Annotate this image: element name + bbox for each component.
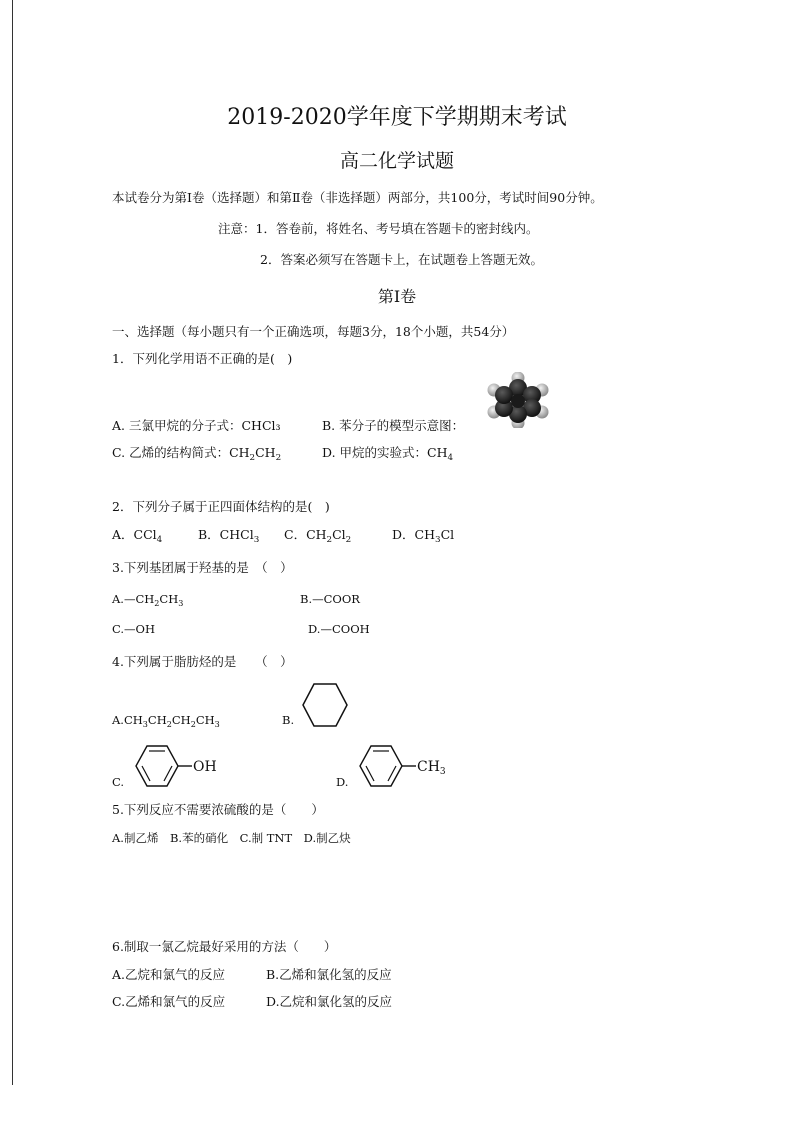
q1-option-a: A. 三氯甲烷的分子式：CHCl₃ bbox=[112, 418, 281, 433]
q6-option-d: D.乙烷和氯化氢的反应 bbox=[266, 994, 393, 1009]
exam-intro: 本试卷分为第Ⅰ卷（选择题）和第Ⅱ卷（非选择题）两部分，共100分，考试时间90分钟。 bbox=[112, 190, 603, 205]
exam-subtitle: 高二化学试题 bbox=[339, 150, 454, 172]
q3-option-b: B.—COOR bbox=[300, 592, 360, 606]
toluene-structure bbox=[354, 744, 454, 790]
q2-option-a: A．CCl$_4$ bbox=[112, 527, 163, 545]
q1-option-c: C. 乙烯的结构简式：$CH_2CH_2$ bbox=[112, 445, 282, 463]
q4-option-a: $A.CH_3CH_2CH_2CH_3$ bbox=[112, 713, 220, 729]
cyclohexane-structure bbox=[300, 682, 350, 728]
q4-option-d-label: D. bbox=[336, 775, 349, 789]
phenol-oh-label: OH bbox=[193, 759, 217, 775]
q3-option-c: C.—OH bbox=[112, 622, 156, 636]
benzene-space-filling-model bbox=[484, 372, 552, 428]
q4-option-b-label: B. bbox=[282, 713, 295, 727]
q3-option-a: $A.—CH_2CH_3$ bbox=[112, 592, 184, 608]
q5-options: A.制乙烯 B.苯的硝化 C.制 TNT D.制乙炔 bbox=[112, 831, 351, 845]
note-2: 2．答案必须写在答题卡上，在试题卷上答题无效。 bbox=[260, 252, 543, 267]
section-title: 第Ⅰ卷 bbox=[377, 287, 417, 306]
q5-stem: 5.下列反应不需要浓硫酸的是（ ） bbox=[112, 802, 324, 817]
q2-stem: 2．下列分子属于正四面体结构的是( ) bbox=[112, 499, 330, 514]
phenol-structure bbox=[130, 744, 225, 790]
q1-option-b: B. 苯分子的模型示意图： bbox=[322, 418, 465, 433]
q1-option-d: D. 甲烷的实验式：$CH_4$ bbox=[322, 445, 454, 463]
q4-stem: 4.下列属于脂肪烃的是 （ ） bbox=[112, 654, 293, 669]
q2-option-d: D．$CH_3Cl$ bbox=[392, 527, 455, 545]
q2-option-b: B．CHCl$_3$ bbox=[198, 527, 260, 545]
q6-option-c: C.乙烯和氯气的反应 bbox=[112, 994, 226, 1009]
section-instruction: 一、选择题（每小题只有一个正确选项，每题3分，18个小题，共54分） bbox=[112, 324, 515, 339]
exam-title: 2019-2020学年度下学期期末考试 bbox=[227, 105, 567, 130]
q6-option-b: B.乙烯和氯化氢的反应 bbox=[266, 967, 392, 982]
q1-stem: 1．下列化学用语不正确的是( ) bbox=[112, 351, 293, 366]
q6-stem: 6.制取一氯乙烷最好采用的方法（ ） bbox=[112, 939, 337, 954]
q3-option-d: D.—COOH bbox=[308, 622, 370, 636]
q4-option-c-label: C. bbox=[112, 775, 125, 789]
q6-option-a: A.乙烷和氯气的反应 bbox=[112, 967, 226, 982]
note-1: 注意：1．答卷前，将姓名、考号填在答题卡的密封线内。 bbox=[218, 221, 539, 236]
q2-option-c: C．$CH_2Cl_2$ bbox=[284, 527, 352, 545]
toluene-ch3-label: $CH_3$ bbox=[417, 759, 446, 777]
q3-stem: 3.下列基团属于羟基的是 （ ） bbox=[112, 560, 293, 575]
